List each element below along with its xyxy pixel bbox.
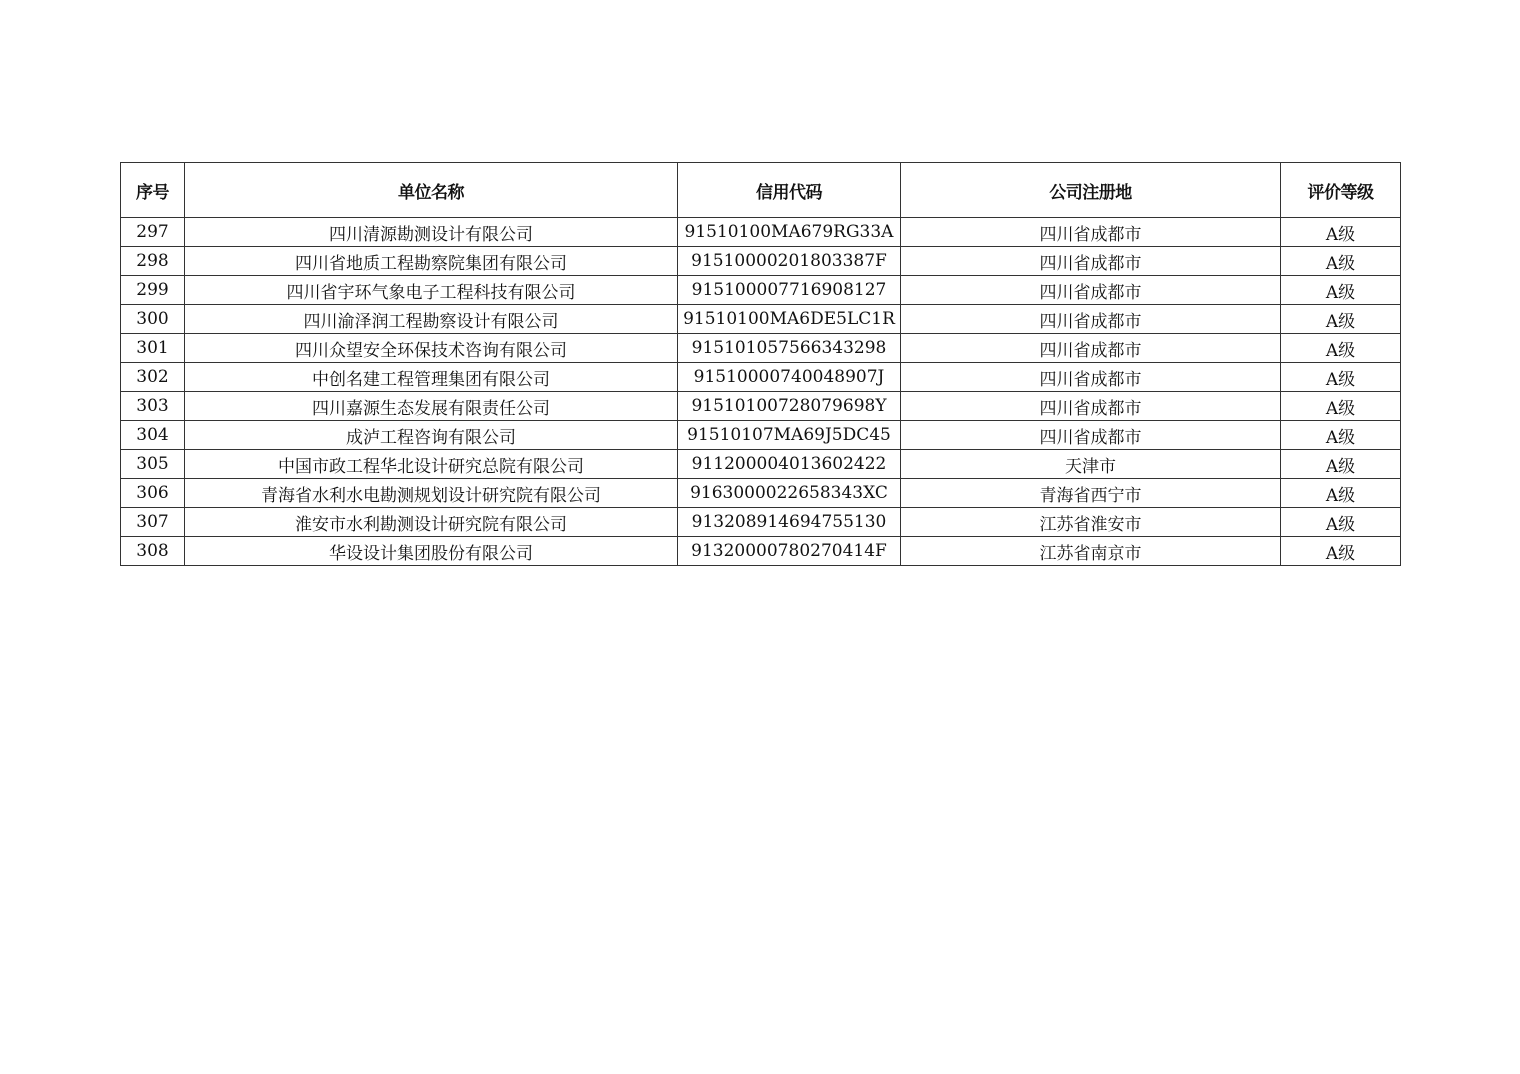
cell-rating-grade: A级 [1281,276,1401,305]
header-company-name: 单位名称 [185,163,678,218]
table-row [121,421,1401,450]
cell-serial-number: 298 [121,247,185,276]
cell-company-name: 淮安市水利勘测设计研究院有限公司 [185,508,678,537]
cell-credit-code: 91510000201803387F [678,247,901,276]
table-row [121,305,1401,334]
cell-rating-grade: A级 [1281,305,1401,334]
cell-registered-place: 青海省西宁市 [901,479,1281,508]
cell-serial-number: 303 [121,392,185,421]
cell-registered-place: 天津市 [901,450,1281,479]
table-row [121,334,1401,363]
cell-registered-place: 江苏省南京市 [901,537,1281,566]
table-row [121,392,1401,421]
cell-credit-code: 91510000740048907J [678,363,901,392]
cell-company-name: 中创名建工程管理集团有限公司 [185,363,678,392]
table-row [121,479,1401,508]
cell-company-name: 中国市政工程华北设计研究总院有限公司 [185,450,678,479]
cell-registered-place: 四川省成都市 [901,421,1281,450]
header-credit-code: 信用代码 [678,163,901,218]
table-row [121,363,1401,392]
cell-registered-place: 四川省成都市 [901,276,1281,305]
cell-company-name: 四川省地质工程勘察院集团有限公司 [185,247,678,276]
header-serial-number: 序号 [121,163,185,218]
cell-registered-place: 四川省成都市 [901,392,1281,421]
cell-credit-code: 9163000022658343XC [678,479,901,508]
cell-rating-grade: A级 [1281,363,1401,392]
table-row [121,537,1401,566]
header-registered-place: 公司注册地 [901,163,1281,218]
cell-serial-number: 304 [121,421,185,450]
cell-serial-number: 302 [121,363,185,392]
cell-company-name: 四川省宇环气象电子工程科技有限公司 [185,276,678,305]
table-row [121,218,1401,247]
cell-registered-place: 江苏省淮安市 [901,508,1281,537]
cell-rating-grade: A级 [1281,421,1401,450]
cell-credit-code: 91510107MA69J5DC45 [678,421,901,450]
cell-serial-number: 301 [121,334,185,363]
cell-rating-grade: A级 [1281,218,1401,247]
cell-company-name: 成泸工程咨询有限公司 [185,421,678,450]
cell-serial-number: 305 [121,450,185,479]
table-row [121,450,1401,479]
cell-serial-number: 300 [121,305,185,334]
cell-registered-place: 四川省成都市 [901,218,1281,247]
cell-registered-place: 四川省成都市 [901,247,1281,276]
cell-credit-code: 91510100728079698Y [678,392,901,421]
company-rating-table [120,162,1401,566]
cell-rating-grade: A级 [1281,508,1401,537]
cell-serial-number: 297 [121,218,185,247]
cell-rating-grade: A级 [1281,479,1401,508]
cell-registered-place: 四川省成都市 [901,363,1281,392]
cell-rating-grade: A级 [1281,334,1401,363]
table-row [121,247,1401,276]
cell-registered-place: 四川省成都市 [901,334,1281,363]
header-rating-grade: 评价等级 [1281,163,1401,218]
cell-credit-code: 91510100MA6DE5LC1R [678,305,901,334]
cell-company-name: 青海省水利水电勘测规划设计研究院有限公司 [185,479,678,508]
table-row [121,508,1401,537]
cell-credit-code: 915101057566343298 [678,334,901,363]
cell-rating-grade: A级 [1281,537,1401,566]
cell-company-name: 四川嘉源生态发展有限责任公司 [185,392,678,421]
cell-serial-number: 307 [121,508,185,537]
cell-serial-number: 299 [121,276,185,305]
cell-serial-number: 306 [121,479,185,508]
cell-company-name: 四川众望安全环保技术咨询有限公司 [185,334,678,363]
cell-company-name: 四川清源勘测设计有限公司 [185,218,678,247]
cell-credit-code: 915100007716908127 [678,276,901,305]
cell-serial-number: 308 [121,537,185,566]
table-row [121,276,1401,305]
cell-credit-code: 91320000780270414F [678,537,901,566]
table-header-row [121,163,1401,218]
cell-credit-code: 91510100MA679RG33A [678,218,901,247]
cell-rating-grade: A级 [1281,392,1401,421]
cell-registered-place: 四川省成都市 [901,305,1281,334]
cell-company-name: 华设设计集团股份有限公司 [185,537,678,566]
cell-rating-grade: A级 [1281,450,1401,479]
cell-company-name: 四川渝泽润工程勘察设计有限公司 [185,305,678,334]
cell-credit-code: 911200004013602422 [678,450,901,479]
cell-rating-grade: A级 [1281,247,1401,276]
cell-credit-code: 913208914694755130 [678,508,901,537]
